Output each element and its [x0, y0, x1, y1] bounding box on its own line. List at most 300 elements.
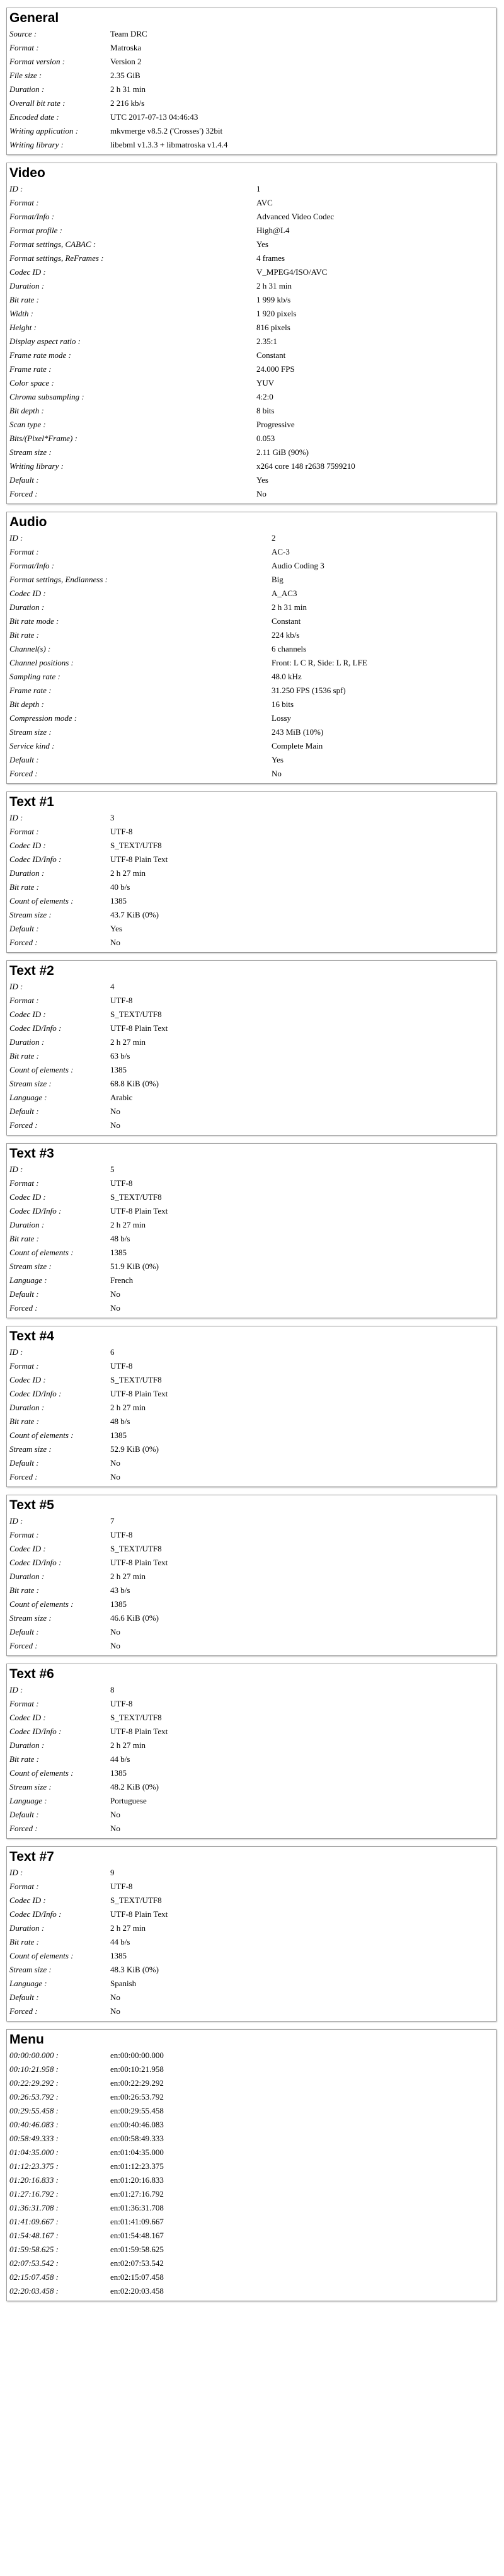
text-3-rows — [7, 1163, 496, 1315]
property-value: UTF-8 Plain Text — [110, 1023, 168, 1033]
property-label: Codec ID : — [9, 1009, 46, 1019]
property-row — [7, 2187, 496, 2201]
property-label: Forced : — [9, 1641, 38, 1650]
property-value: UTF-8 — [110, 1178, 133, 1188]
property-row — [7, 446, 496, 459]
property-value: No — [110, 1458, 120, 1468]
property-value: 224 kb/s — [272, 630, 300, 640]
property-label: Bit rate : — [9, 1754, 39, 1764]
property-row — [7, 739, 496, 753]
property-label: 02:07:53.542 : — [9, 2258, 59, 2268]
property-value: Yes — [110, 924, 122, 933]
property-row — [7, 684, 496, 698]
property-row — [7, 55, 496, 69]
property-value: Lossy — [272, 713, 292, 723]
property-label: Sampling rate : — [9, 672, 60, 681]
property-value: en:01:27:16.792 — [110, 2189, 164, 2199]
property-value: x264 core 148 r2638 7599210 — [256, 461, 355, 471]
property-label: Forced : — [9, 489, 38, 498]
property-row — [7, 1287, 496, 1301]
property-value: UTF-8 — [110, 827, 133, 836]
property-value: en:02:20:03.458 — [110, 2286, 164, 2296]
property-row — [7, 922, 496, 936]
property-row — [7, 2090, 496, 2104]
property-value: Spanish — [110, 1979, 137, 1988]
section-title-text-1: Text #1 — [9, 795, 54, 809]
property-label: Format : — [9, 1882, 39, 1891]
property-label: Compression mode : — [9, 713, 77, 723]
property-label: Bit rate : — [9, 1051, 39, 1061]
property-label: Count of elements : — [9, 1768, 74, 1778]
property-label: 01:41:09.667 : — [9, 2217, 59, 2226]
property-row — [7, 725, 496, 739]
property-row — [7, 1514, 496, 1528]
property-row — [7, 1260, 496, 1274]
property-label: Bits/(Pixel*Frame) : — [9, 434, 77, 443]
property-label: Forced : — [9, 1303, 38, 1313]
section-title-general: General — [9, 11, 59, 25]
property-value: 44 b/s — [110, 1754, 130, 1764]
property-label: Codec ID : — [9, 1713, 46, 1722]
property-value: Yes — [256, 239, 268, 249]
property-row — [7, 2132, 496, 2146]
property-row — [7, 1739, 496, 1752]
property-label: Format/Info : — [9, 212, 55, 221]
section-title-audio: Audio — [9, 515, 47, 529]
property-label: Format version : — [9, 57, 66, 66]
property-label: 01:59:58.625 : — [9, 2245, 59, 2254]
property-value: Audio Coding 3 — [272, 561, 324, 570]
property-value: No — [110, 1472, 120, 1481]
property-row — [7, 2284, 496, 2298]
property-label: 00:29:55.458 : — [9, 2106, 59, 2115]
property-value: en:01:54:48.167 — [110, 2231, 164, 2240]
property-label: Writing application : — [9, 126, 79, 135]
property-label: Service kind : — [9, 741, 55, 750]
property-row — [7, 2229, 496, 2243]
property-row — [7, 980, 496, 994]
property-row — [7, 1766, 496, 1780]
property-value: 6 channels — [272, 644, 307, 653]
property-label: Frame rate mode : — [9, 350, 71, 360]
property-value: 51.9 KiB (0%) — [110, 1262, 159, 1271]
property-value: en:00:26:53.792 — [110, 2092, 164, 2102]
property-row — [7, 1442, 496, 1456]
property-row — [7, 1232, 496, 1246]
property-row — [7, 936, 496, 950]
property-label: 01:36:31.708 : — [9, 2203, 59, 2212]
property-label: Forced : — [9, 769, 38, 778]
property-row — [7, 1105, 496, 1118]
property-row — [7, 811, 496, 825]
property-row — [7, 1359, 496, 1373]
property-value: en:01:41:09.667 — [110, 2217, 164, 2226]
property-row — [7, 614, 496, 628]
property-row — [7, 1949, 496, 1963]
property-value: Progressive — [256, 420, 295, 429]
section-title-text-5: Text #5 — [9, 1498, 54, 1512]
property-label: Channel(s) : — [9, 644, 51, 653]
property-row — [7, 1204, 496, 1218]
property-value: 2 h 27 min — [110, 1572, 146, 1581]
property-row — [7, 2215, 496, 2229]
property-value: 1385 — [110, 1951, 127, 1960]
property-row — [7, 670, 496, 684]
property-label: Default : — [9, 1992, 39, 2002]
property-label: Default : — [9, 755, 39, 764]
property-value: 3 — [110, 813, 115, 822]
property-label: 02:15:07.458 : — [9, 2272, 59, 2282]
property-label: Duration : — [9, 281, 45, 290]
property-value: en:01:04:35.000 — [110, 2148, 164, 2157]
property-label: Format/Info : — [9, 561, 55, 570]
property-value: UTF-8 Plain Text — [110, 1389, 168, 1398]
property-value: 68.8 KiB (0%) — [110, 1079, 159, 1088]
property-row — [7, 1063, 496, 1077]
property-value: Yes — [256, 475, 268, 485]
property-label: Codec ID : — [9, 1895, 46, 1905]
property-row — [7, 2004, 496, 2018]
property-label: Duration : — [9, 84, 45, 94]
property-value: V_MPEG4/ISO/AVC — [256, 267, 328, 277]
property-row — [7, 1794, 496, 1808]
property-value: S_TEXT/UTF8 — [110, 1009, 162, 1019]
property-label: Format settings, CABAC : — [9, 239, 96, 249]
property-label: Language : — [9, 1979, 47, 1988]
property-value: en:00:29:55.458 — [110, 2106, 164, 2115]
property-value: Constant — [256, 350, 286, 360]
text-2-section — [6, 960, 496, 1136]
property-value: 2 h 31 min — [110, 84, 146, 94]
property-value: UTF-8 Plain Text — [110, 1909, 168, 1919]
property-row — [7, 1301, 496, 1315]
property-row — [7, 69, 496, 83]
property-row — [7, 711, 496, 725]
property-row — [7, 376, 496, 390]
property-label: Format : — [9, 827, 39, 836]
property-row — [7, 1218, 496, 1232]
property-row — [7, 138, 496, 152]
property-label: 02:20:03.458 : — [9, 2286, 59, 2296]
property-label: Codec ID/Info : — [9, 1558, 62, 1567]
property-row — [7, 2076, 496, 2090]
property-value: en:00:58:49.333 — [110, 2134, 164, 2143]
property-row — [7, 628, 496, 642]
property-row — [7, 1963, 496, 1977]
property-value: en:02:15:07.458 — [110, 2272, 164, 2282]
property-label: Frame rate : — [9, 364, 52, 374]
property-row — [7, 573, 496, 587]
property-label: Duration : — [9, 1403, 45, 1412]
property-label: Duration : — [9, 1923, 45, 1933]
general-rows — [7, 27, 496, 152]
property-row — [7, 1163, 496, 1176]
property-value: Yes — [272, 755, 284, 764]
property-value: 2 h 27 min — [110, 1740, 146, 1750]
property-value: Team DRC — [110, 29, 147, 38]
property-label: Forced : — [9, 1120, 38, 1130]
property-value: 46.6 KiB (0%) — [110, 1613, 159, 1623]
property-value: S_TEXT/UTF8 — [110, 1895, 162, 1905]
text-2-rows — [7, 980, 496, 1132]
text-7-section — [6, 1846, 496, 2021]
property-value: AC-3 — [272, 547, 290, 556]
property-label: Codec ID : — [9, 1192, 46, 1202]
property-label: Format : — [9, 1361, 39, 1371]
property-value: High@L4 — [256, 226, 290, 235]
property-label: Default : — [9, 1107, 39, 1116]
property-label: Default : — [9, 1810, 39, 1819]
property-value: Arabic — [110, 1093, 133, 1102]
property-row — [7, 559, 496, 573]
property-value: 1385 — [110, 1599, 127, 1609]
property-row — [7, 459, 496, 473]
property-label: Frame rate : — [9, 686, 52, 695]
property-row — [7, 1822, 496, 1836]
property-label: Scan type : — [9, 420, 46, 429]
property-label: Duration : — [9, 1740, 45, 1750]
text-3-section — [6, 1143, 496, 1318]
property-value: A_AC3 — [272, 589, 297, 598]
property-row — [7, 2257, 496, 2270]
property-label: Format : — [9, 43, 39, 52]
property-label: Format : — [9, 1699, 39, 1708]
property-row — [7, 2201, 496, 2215]
property-label: Writing library : — [9, 140, 64, 149]
property-label: Bit rate mode : — [9, 616, 59, 626]
property-value: S_TEXT/UTF8 — [110, 1192, 162, 1202]
menu-section — [6, 2029, 496, 2301]
property-row — [7, 1711, 496, 1725]
property-value: Advanced Video Codec — [256, 212, 335, 221]
property-label: Codec ID : — [9, 1544, 46, 1553]
property-value: UTC 2017-07-13 04:46:43 — [110, 112, 198, 122]
property-value: 43.7 KiB (0%) — [110, 910, 159, 919]
property-label: 00:58:49.333 : — [9, 2134, 59, 2143]
property-label: ID : — [9, 1164, 23, 1174]
property-value: S_TEXT/UTF8 — [110, 1713, 162, 1722]
property-label: Encoded date : — [9, 112, 59, 122]
property-value: 4 frames — [256, 253, 285, 263]
property-value: 48 b/s — [110, 1234, 130, 1243]
property-value: en:00:10:21.958 — [110, 2064, 164, 2074]
property-value: mkvmerge v8.5.2 ('Crosses') 32bit — [110, 126, 223, 135]
property-label: Language : — [9, 1275, 47, 1285]
property-label: Codec ID : — [9, 589, 46, 598]
property-label: Stream size : — [9, 1965, 52, 1974]
property-label: Chroma subsampling : — [9, 392, 84, 401]
property-label: Format : — [9, 996, 39, 1005]
text-4-section — [6, 1326, 496, 1487]
text-5-section — [6, 1495, 496, 1656]
property-row — [7, 2062, 496, 2076]
property-value: UTF-8 — [110, 1530, 133, 1539]
property-row — [7, 335, 496, 348]
property-row — [7, 432, 496, 446]
property-label: Codec ID/Info : — [9, 1389, 62, 1398]
property-row — [7, 1894, 496, 1907]
property-value: Complete Main — [272, 741, 323, 750]
property-value: 2 h 27 min — [110, 1037, 146, 1047]
property-row — [7, 418, 496, 432]
property-value: 63 b/s — [110, 1051, 130, 1061]
property-value: No — [110, 938, 120, 947]
property-value: S_TEXT/UTF8 — [110, 1544, 162, 1553]
property-label: Duration : — [9, 868, 45, 878]
property-label: Format : — [9, 198, 39, 207]
property-value: 1 — [256, 184, 261, 193]
property-label: ID : — [9, 1868, 23, 1877]
property-row — [7, 2049, 496, 2062]
property-value: 52.9 KiB (0%) — [110, 1444, 159, 1454]
property-label: Codec ID : — [9, 267, 46, 277]
property-row — [7, 825, 496, 839]
property-row — [7, 224, 496, 238]
property-value: No — [110, 1824, 120, 1833]
property-row — [7, 545, 496, 559]
property-value: No — [272, 769, 282, 778]
property-value: Matroska — [110, 43, 142, 52]
property-row — [7, 1683, 496, 1697]
property-value: 1385 — [110, 1065, 127, 1074]
property-label: ID : — [9, 813, 23, 822]
property-row — [7, 839, 496, 853]
property-label: ID : — [9, 533, 23, 543]
property-label: Height : — [9, 323, 37, 332]
property-value: 816 pixels — [256, 323, 290, 332]
property-row — [7, 473, 496, 487]
property-label: Count of elements : — [9, 1951, 74, 1960]
property-value: 9 — [110, 1868, 115, 1877]
menu-rows — [7, 2049, 496, 2298]
text-1-rows — [7, 811, 496, 950]
property-value: 1385 — [110, 896, 127, 906]
property-row — [7, 1528, 496, 1542]
property-label: Bit rate : — [9, 1585, 39, 1595]
property-row — [7, 656, 496, 670]
property-label: File size : — [9, 71, 42, 80]
property-row — [7, 124, 496, 138]
property-row — [7, 1584, 496, 1597]
property-row — [7, 390, 496, 404]
property-label: Bit depth : — [9, 699, 44, 709]
property-value: 48.2 KiB (0%) — [110, 1782, 159, 1791]
property-value: S_TEXT/UTF8 — [110, 841, 162, 850]
property-label: Format : — [9, 547, 39, 556]
property-row — [7, 1401, 496, 1415]
property-row — [7, 1077, 496, 1091]
property-row — [7, 1977, 496, 1991]
property-row — [7, 1697, 496, 1711]
property-value: 2.11 GiB (90%) — [256, 447, 309, 457]
property-label: Stream size : — [9, 727, 52, 737]
property-label: ID : — [9, 184, 23, 193]
property-value: Constant — [272, 616, 301, 626]
property-row — [7, 894, 496, 908]
text-6-rows — [7, 1683, 496, 1836]
section-title-text-4: Text #4 — [9, 1329, 54, 1343]
property-row — [7, 642, 496, 656]
property-value: No — [110, 1303, 120, 1313]
property-label: Source : — [9, 29, 37, 38]
property-value: UTF-8 Plain Text — [110, 1206, 168, 1216]
property-value: 48 b/s — [110, 1417, 130, 1426]
property-value: 2.35 GiB — [110, 71, 140, 80]
property-label: Format profile : — [9, 226, 63, 235]
property-row — [7, 1907, 496, 1921]
property-value: 2 h 31 min — [256, 281, 292, 290]
property-value: No — [110, 1992, 120, 2002]
property-value: en:00:40:46.083 — [110, 2120, 164, 2129]
property-value: UTF-8 — [110, 1882, 133, 1891]
property-row — [7, 1429, 496, 1442]
property-row — [7, 1456, 496, 1470]
text-4-rows — [7, 1345, 496, 1484]
property-value: Portuguese — [110, 1796, 147, 1805]
property-value: 43 b/s — [110, 1585, 130, 1595]
property-row — [7, 1921, 496, 1935]
property-label: Stream size : — [9, 447, 52, 457]
property-label: Forced : — [9, 938, 38, 947]
property-value: 44 b/s — [110, 1937, 130, 1946]
audio-rows — [7, 531, 496, 781]
property-label: Bit depth : — [9, 406, 44, 415]
property-row — [7, 1176, 496, 1190]
property-value: UTF-8 — [110, 996, 133, 1005]
property-label: Codec ID/Info : — [9, 1206, 62, 1216]
property-label: ID : — [9, 982, 23, 991]
property-label: Stream size : — [9, 1782, 52, 1791]
property-label: Duration : — [9, 1037, 45, 1047]
property-row — [7, 1880, 496, 1894]
audio-section — [6, 512, 496, 784]
property-label: Count of elements : — [9, 1065, 74, 1074]
property-row — [7, 1556, 496, 1570]
property-row — [7, 265, 496, 279]
property-value: 2 — [272, 533, 276, 543]
property-row — [7, 866, 496, 880]
property-label: Stream size : — [9, 1613, 52, 1623]
property-row — [7, 238, 496, 251]
property-value: 1385 — [110, 1768, 127, 1778]
property-label: Codec ID/Info : — [9, 1023, 62, 1033]
property-value: No — [256, 489, 266, 498]
property-label: Duration : — [9, 602, 45, 612]
property-value: YUV — [256, 378, 275, 388]
property-row — [7, 1118, 496, 1132]
section-title-video: Video — [9, 166, 45, 180]
property-label: Bit rate : — [9, 1937, 39, 1946]
property-label: Stream size : — [9, 1079, 52, 1088]
property-row — [7, 1935, 496, 1949]
property-row — [7, 1246, 496, 1260]
property-label: Codec ID/Info : — [9, 1909, 62, 1919]
property-value: 243 MiB (10%) — [272, 727, 324, 737]
property-row — [7, 1274, 496, 1287]
property-row — [7, 348, 496, 362]
section-title-menu: Menu — [9, 2032, 44, 2047]
property-row — [7, 1611, 496, 1625]
text-7-rows — [7, 1866, 496, 2018]
property-value: en:00:00:00.000 — [110, 2050, 164, 2060]
section-title-text-7: Text #7 — [9, 1849, 54, 1864]
property-label: Forced : — [9, 1472, 38, 1481]
property-row — [7, 1049, 496, 1063]
property-value: UTF-8 — [110, 1699, 133, 1708]
property-value: UTF-8 Plain Text — [110, 1558, 168, 1567]
property-label: Color space : — [9, 378, 54, 388]
property-value: 16 bits — [272, 699, 294, 709]
